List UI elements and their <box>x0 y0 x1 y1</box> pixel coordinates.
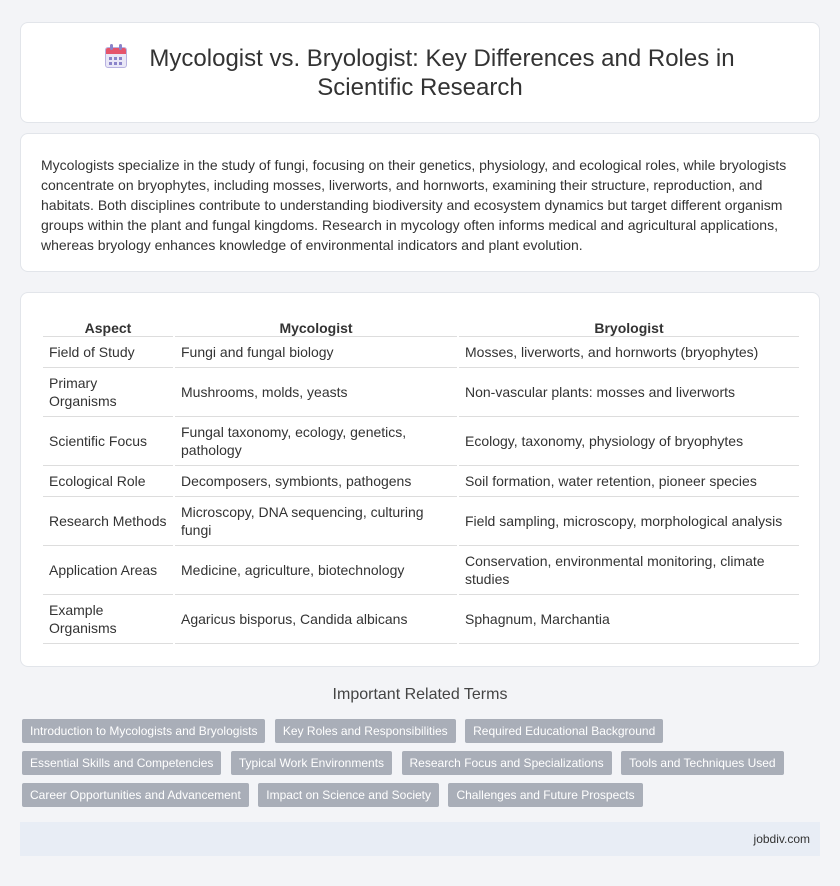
table-row <box>43 368 799 417</box>
related-term-tag[interactable]: Essential Skills and Competencies <box>22 751 221 775</box>
header-bryologist: Bryologist <box>459 313 799 337</box>
header-card <box>20 22 820 123</box>
related-term-tag[interactable]: Required Educational Background <box>465 719 663 743</box>
calendar-icon <box>105 44 127 68</box>
related-term-tag[interactable]: Challenges and Future Prospects <box>448 783 642 807</box>
table-cell: Research Methods <box>43 497 173 546</box>
table-cell: Mushrooms, molds, yeasts <box>175 368 457 417</box>
intro-card <box>20 133 820 272</box>
table-cell: Example Organisms <box>43 595 173 644</box>
table-cell: Mosses, liverworts, and hornworts (bryophytes) <box>459 337 799 368</box>
page-title: Mycologist vs. Bryologist: Key Differences and Roles in Scientific Research <box>149 45 735 101</box>
table-row <box>43 497 799 546</box>
table-row <box>43 337 799 368</box>
table-row <box>43 466 799 497</box>
table-cell: Ecological Role <box>43 466 173 497</box>
related-term-tag[interactable]: Impact on Science and Society <box>258 783 439 807</box>
related-term-tag[interactable]: Key Roles and Responsibilities <box>275 719 456 743</box>
table-cell: Microscopy, DNA sequencing, culturing fungi <box>175 497 457 546</box>
related-terms-list <box>22 719 822 815</box>
table-cell: Agaricus bisporus, Candida albicans <box>175 595 457 644</box>
table-cell: Application Areas <box>43 546 173 595</box>
header-mycologist: Mycologist <box>175 313 457 337</box>
intro-text: Mycologists specialize in the study of fungi, focusing on their genetics, physiology, and ecological roles, while bryologists concentrate on bryophytes, including mosses, liverworts, and hornworts, examining their structure, reproduction, and habitats. Both disciplines contribute to understanding biodiversity and ecosystem dynamics but target different organism groups within the plant and fungal kingdoms. Research in mycology often informs medical and agricultural applications, whereas bryology enhances knowledge of environmental indicators and plant evolution. <box>41 157 787 253</box>
table-cell: Field of Study <box>43 337 173 368</box>
table-cell: Sphagnum, Marchantia <box>459 595 799 644</box>
table-row <box>43 417 799 466</box>
related-term-tag[interactable]: Career Opportunities and Advancement <box>22 783 249 807</box>
footer <box>20 822 820 856</box>
related-term-tag[interactable]: Introduction to Mycologists and Bryologists <box>22 719 265 743</box>
table-cell: Field sampling, microscopy, morphological analysis <box>459 497 799 546</box>
table-row <box>43 595 799 644</box>
table-cell: Fungi and fungal biology <box>175 337 457 368</box>
table-cell: Fungal taxonomy, ecology, genetics, pathology <box>175 417 457 466</box>
table-cell: Decomposers, symbionts, pathogens <box>175 466 457 497</box>
comparison-card <box>20 292 820 667</box>
table-cell: Soil formation, water retention, pioneer species <box>459 466 799 497</box>
table-cell: Medicine, agriculture, biotechnology <box>175 546 457 595</box>
related-term-tag[interactable]: Research Focus and Specializations <box>402 751 612 775</box>
header-aspect: Aspect <box>43 313 173 337</box>
table-cell: Conservation, environmental monitoring, climate studies <box>459 546 799 595</box>
table-cell: Primary Organisms <box>43 368 173 417</box>
table-cell: Non-vascular plants: mosses and liverworts <box>459 368 799 417</box>
related-terms-title: Important Related Terms <box>332 686 508 703</box>
table-header-row <box>43 313 799 337</box>
related-term-tag[interactable]: Typical Work Environments <box>231 751 392 775</box>
table-row <box>43 546 799 595</box>
comparison-table <box>41 313 801 644</box>
footer-site-link[interactable]: jobdiv.com <box>753 832 810 846</box>
table-cell: Ecology, taxonomy, physiology of bryophytes <box>459 417 799 466</box>
related-term-tag[interactable]: Tools and Techniques Used <box>621 751 784 775</box>
table-cell: Scientific Focus <box>43 417 173 466</box>
